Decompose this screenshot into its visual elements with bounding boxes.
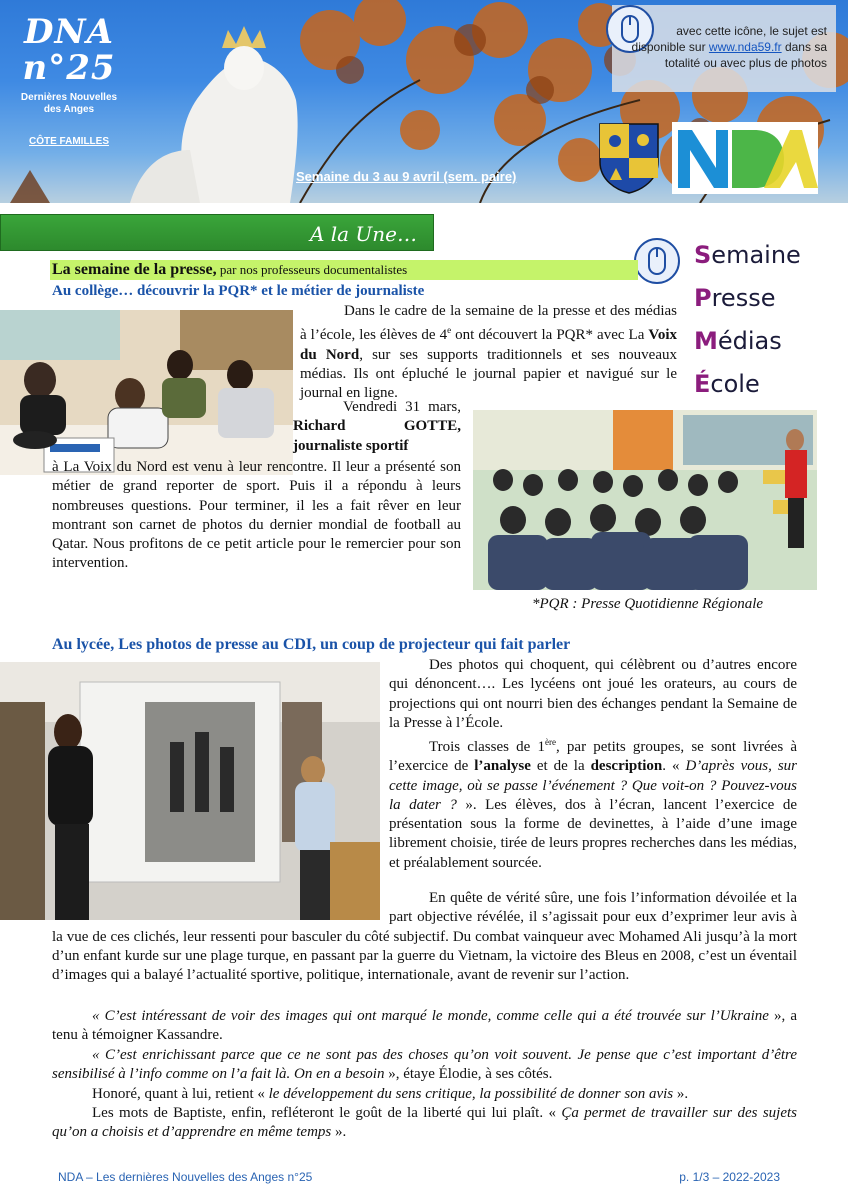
photo-journalist-meeting-students bbox=[473, 410, 817, 590]
spme-line-2: Presse bbox=[694, 284, 776, 312]
article1-paragraph-2: à La Voix du Nord est venu à leur rencontre. Il leur a présenté son métier de grand reporter de sport. Puis il a répondu à leurs nombreuses questions. Pour terminer, il les a fait rêver en leur montrant son carnet de photos du dernier mondial de football au Qatar. Nous profitons de ce petit article pour le remercier pour son intervention. bbox=[52, 459, 461, 572]
quote-kassandre: « C’est intéressant de voir des images qui ont marqué le monde, comme celle qui a été trouvée sur l’Ukraine », a tenu à témoigner Kassandre. bbox=[52, 1008, 797, 1044]
article2-paragraph-3: En quête de vérité sûre, une fois l’information dévoilée et la part objective révélée, il s’agissait pour eux d’exprimer leur avis à la vue de ces clichés, leur ressenti pour basculer du côté subjectif. Du combat vainqueur avec Mohamed Ali jusqu’à la mort d’un enfant kurde sur une plage turque, en passant par la guerre du Vietnam, la victoire des Bleus en 2008, c’est un éventail d’images qui a balayé l’actualité sportive, politique, internationale, avant de revenir sur l’action. bbox=[52, 890, 797, 984]
spme-line-4: École bbox=[694, 370, 760, 398]
masthead-subtitle-1: Dernières Nouvelles bbox=[20, 92, 118, 103]
computer-mouse-icon[interactable] bbox=[634, 238, 680, 284]
section-banner bbox=[0, 214, 434, 251]
issue-number: n°25 bbox=[22, 48, 116, 88]
section-title: A la Une… bbox=[309, 222, 417, 246]
website-link[interactable]: www.nda59.fr bbox=[708, 40, 782, 54]
header-banner bbox=[0, 0, 848, 203]
masthead-title: DNA bbox=[24, 12, 114, 52]
page-footer bbox=[58, 1170, 780, 1184]
photo-students-reading-newspaper bbox=[0, 310, 293, 475]
crest-logo bbox=[598, 122, 660, 194]
spme-line-1: Semaine bbox=[694, 241, 801, 269]
article2-paragraph-1: Des photos qui choquent, qui célèbrent ou d’autres encore qui dénoncent…. Les lycéens ont joué les orateurs, au cours de projections qui ont nourri bien des échanges pendant la Semaine de la Presse à l’École. bbox=[389, 657, 797, 731]
quote-honore: Honoré, quant à lui, retient « le développement du sens critique, la possibilité de donner son avis ». bbox=[92, 1086, 689, 1102]
week-label: Semaine du 3 au 9 avril (sem. paire) bbox=[296, 169, 517, 184]
masthead bbox=[14, 14, 124, 147]
footnote: *PQR : Presse Quotidienne Régionale bbox=[532, 596, 764, 612]
info-box bbox=[612, 5, 836, 92]
article1-paragraph-2-top: Vendredi 31 mars, Richard GOTTE, journaliste sportif bbox=[293, 399, 461, 454]
edition-label: CÔTE FAMILLES bbox=[29, 136, 109, 147]
article2-paragraph-2: Trois classes de 1ère, par petits groupes, se sont livrées à l’exercice de l’analyse et de la description. « D’après vous, sur cette image, où se passe l’événement ? Que voit-on ? Pouvez-vous la dater ? ». Les élèves, dos à l’écran, lancent l’exercice de présentation sous la forme de devinettes, à l’aide d’une image librement choisie, tirée de leurs propres recherches dans les médias, et préalablement sourcée. bbox=[389, 737, 798, 871]
spme-line-3: Médias bbox=[694, 327, 782, 355]
statue-of-madonna bbox=[130, 26, 298, 203]
article1-paragraph-1: Dans le cadre de la semaine de la presse et des médias à l’école, les élèves de 4e ont découvert la PQR* avec La Voix du Nord, sur ses supports traditionnels et ses nouveaux médias. Ils ont épluché le journal papier et navigué sur le journal en ligne. bbox=[300, 303, 677, 402]
article2-subtitle: Au lycée, Les photos de presse au CDI, un coup de projecteur qui fait parler bbox=[52, 636, 571, 653]
quote-baptiste: Les mots de Baptiste, enfin, refléteront le goût de la liberté qui lui plaît. « Ça permet de travailler sur des sujets qu’on a choisis et d’apprendre en même temps ». bbox=[52, 1105, 797, 1141]
info-text: avec cette icône, le sujet est disponible sur www.nda59.fr dans sa totalité ou avec plus de photos bbox=[631, 24, 827, 70]
photo-students-presenting-at-cdi bbox=[0, 662, 380, 920]
masthead-subtitle-2: des Anges bbox=[43, 104, 95, 115]
page-number: p. 1/3 – 2022-2023 bbox=[679, 1170, 780, 1184]
spme-logo bbox=[694, 234, 834, 406]
quote-elodie: « C’est enrichissant parce que ce ne sont pas des choses qu’on voit souvent. Je pense que c’est important d’être sensibilisé à l’info comme on l’a fait là. On en a besoin », étaye Élodie, à ses côtés. bbox=[52, 1047, 797, 1083]
nda-logo bbox=[672, 122, 818, 194]
article-title: La semaine de la presse, par nos professeurs documentalistes bbox=[50, 260, 638, 280]
article-subtitle: Au collège… découvrir la PQR* et le métier de journaliste bbox=[52, 283, 425, 299]
footer-title: NDA – Les dernières Nouvelles des Anges n°25 bbox=[58, 1170, 313, 1184]
